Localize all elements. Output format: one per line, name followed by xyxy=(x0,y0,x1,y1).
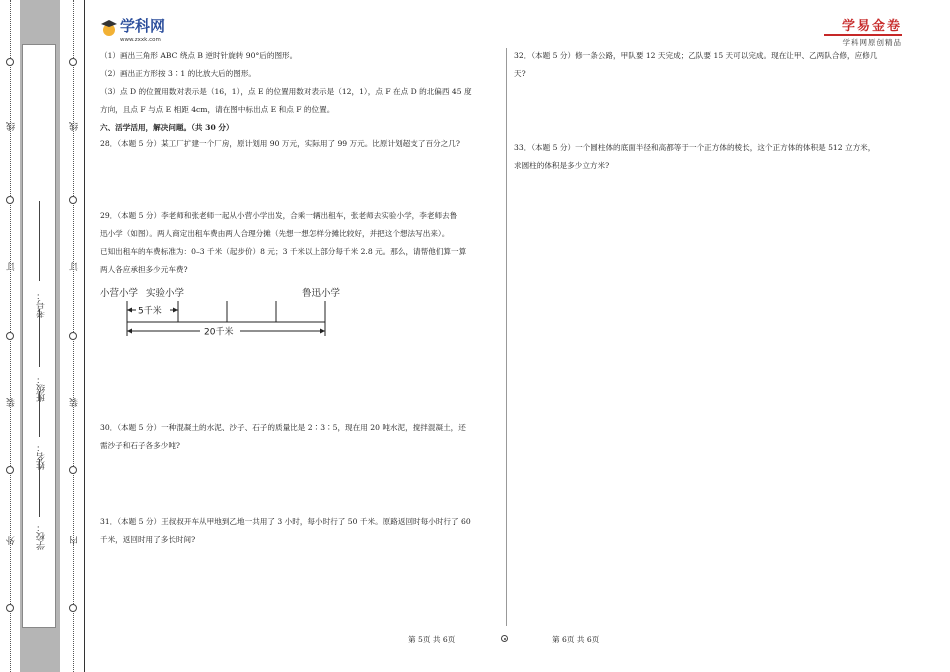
inner-label-nei: 内 xyxy=(70,536,80,545)
question-30-line1: 30．（本题 5 分）一种混凝土的水泥、沙子、石子的质量比是 2∶3∶5，现在用 20 吨水泥，搅拌混凝土，还 xyxy=(100,423,466,432)
dist-long: 20千米 xyxy=(204,327,234,338)
question-29-line4: 两人各应承担多少元车费? xyxy=(100,265,188,274)
question-32-line1: 32．（本题 5 分）修一条公路，甲队要 12 天完成；乙队要 15 天可以完成。现在让甲、乙两队合修，应修几 xyxy=(514,51,878,60)
page-left-border xyxy=(84,0,85,672)
dist-short: 5千米 xyxy=(138,306,162,317)
inner-label-zhuang: 装 xyxy=(70,398,80,407)
arrow-right-long xyxy=(320,329,325,334)
item-3-line2: 方向，且点 F 与点 E 相距 4cm，请在图中标出点 E 和点 F 的位置。 xyxy=(100,105,335,114)
question-29-line1: 29．（本题 5 分）李老师和张老师一起从小营小学出发，合乘一辆出租车，张老师去实验小学，李老师去鲁 xyxy=(100,211,458,220)
question-29-line2: 迅小学（如图）。两人商定出租车费由两人合理分摊（先想一想怎样分摊比较好，并把这个想法写出来）。 xyxy=(100,229,450,238)
binding-ring xyxy=(69,466,77,474)
field-label-banji: 班级： xyxy=(37,375,47,402)
column-divider xyxy=(506,48,507,626)
zxxk-logo xyxy=(100,16,180,48)
page-number-right: 第 6页 共 6页 xyxy=(552,635,600,644)
inner-label-xian: 线 xyxy=(70,122,80,131)
arrow-right xyxy=(173,308,178,313)
logo-right-text: 学易金卷 xyxy=(841,19,902,34)
field-line-kaohao xyxy=(39,201,40,281)
binding-ring xyxy=(69,58,77,66)
mortarboard-icon xyxy=(100,16,180,44)
logo-left-text: 学科网 xyxy=(120,17,166,35)
field-line-banji xyxy=(39,309,40,367)
center-ring-icon xyxy=(501,635,508,642)
logo-right-sub: 学科网原创精品 xyxy=(842,38,902,47)
label-xiaoying: 小营小学 xyxy=(100,288,139,299)
item-3-line1: （3）点 D 的位置用数对表示是（16，1），点 E 的位置用数对表示是（12，1），点 F 在点 D 的北偏西 45 度 xyxy=(100,87,472,96)
question-30-line2: 需沙子和石子各多少吨? xyxy=(100,441,181,450)
field-line-xingming xyxy=(39,391,40,437)
label-luxun: 鲁迅小学 xyxy=(302,288,340,299)
field-label-xuexiao: 学校： xyxy=(37,523,47,550)
binding-ring xyxy=(69,604,77,612)
binding-ring xyxy=(6,196,14,204)
item-2: （2）画出正方形按 3∶1 的比放大后的图形。 xyxy=(100,69,257,78)
binding-ring xyxy=(6,332,14,340)
xyjj-logo xyxy=(824,15,902,48)
student-info-box xyxy=(22,44,56,628)
inner-label-ding: 订 xyxy=(70,262,80,271)
binding-ring xyxy=(6,466,14,474)
field-label-xingming: 姓名： xyxy=(37,443,47,470)
label-shiyan: 实验小学 xyxy=(146,288,185,299)
binding-ring xyxy=(69,196,77,204)
arrow-left-long xyxy=(127,329,132,334)
item-1: （1）画出三角形 ABC 绕点 B 逆时针旋转 90°后的图形。 xyxy=(100,51,298,60)
question-32-line2: 天? xyxy=(514,69,526,78)
question-33-line2: 求圆柱的体积是多少立方米? xyxy=(514,161,610,170)
binding-ring xyxy=(69,332,77,340)
outer-label-ding: 订 xyxy=(7,262,17,271)
question-33-line1: 33．（本题 5 分）一个圆柱体的底面半径和高都等于一个正方体的棱长，这个正方体的体积是 512 立方米， xyxy=(514,143,876,152)
question-29-line3: 已知出租车的车费标准为：0–3 千米（起步价）8 元；3 千米以上部分每千米 2.8 元。那么，请帮他们算一算 xyxy=(100,247,467,256)
page-number-left: 第 5页 共 6页 xyxy=(408,635,456,644)
question-31-line1: 31．（本题 5 分）王叔叔开车从甲地到乙地一共用了 3 小时，每小时行了 50 千米。原路返回时每小时行了 60 xyxy=(100,517,471,526)
inner-binding-strip xyxy=(62,0,84,672)
binding-ring xyxy=(6,604,14,612)
section-title: 六、活学活用，解决问题。（共 30 分） xyxy=(100,123,234,132)
outer-label-wai: 外 xyxy=(7,536,17,545)
outer-label-zhuang: 装 xyxy=(7,398,17,407)
field-label-kaohao: 考号： xyxy=(37,291,47,318)
question-28: 28．（本题 5 分）某工厂扩建一个厂房，原计划用 90 万元，实际用了 99 万元。比原计划超支了百分之几? xyxy=(100,139,460,148)
binding-ring xyxy=(6,58,14,66)
logo-left-sub: www.zxxk.com xyxy=(120,37,161,43)
route-diagram xyxy=(100,284,340,346)
question-31-line2: 千米，返回时用了多长时间? xyxy=(100,535,196,544)
outer-label-xian: 线 xyxy=(7,122,17,131)
arrow-left xyxy=(127,308,132,313)
outer-binding-strip xyxy=(0,0,20,672)
field-line-xuexiao xyxy=(39,459,40,517)
